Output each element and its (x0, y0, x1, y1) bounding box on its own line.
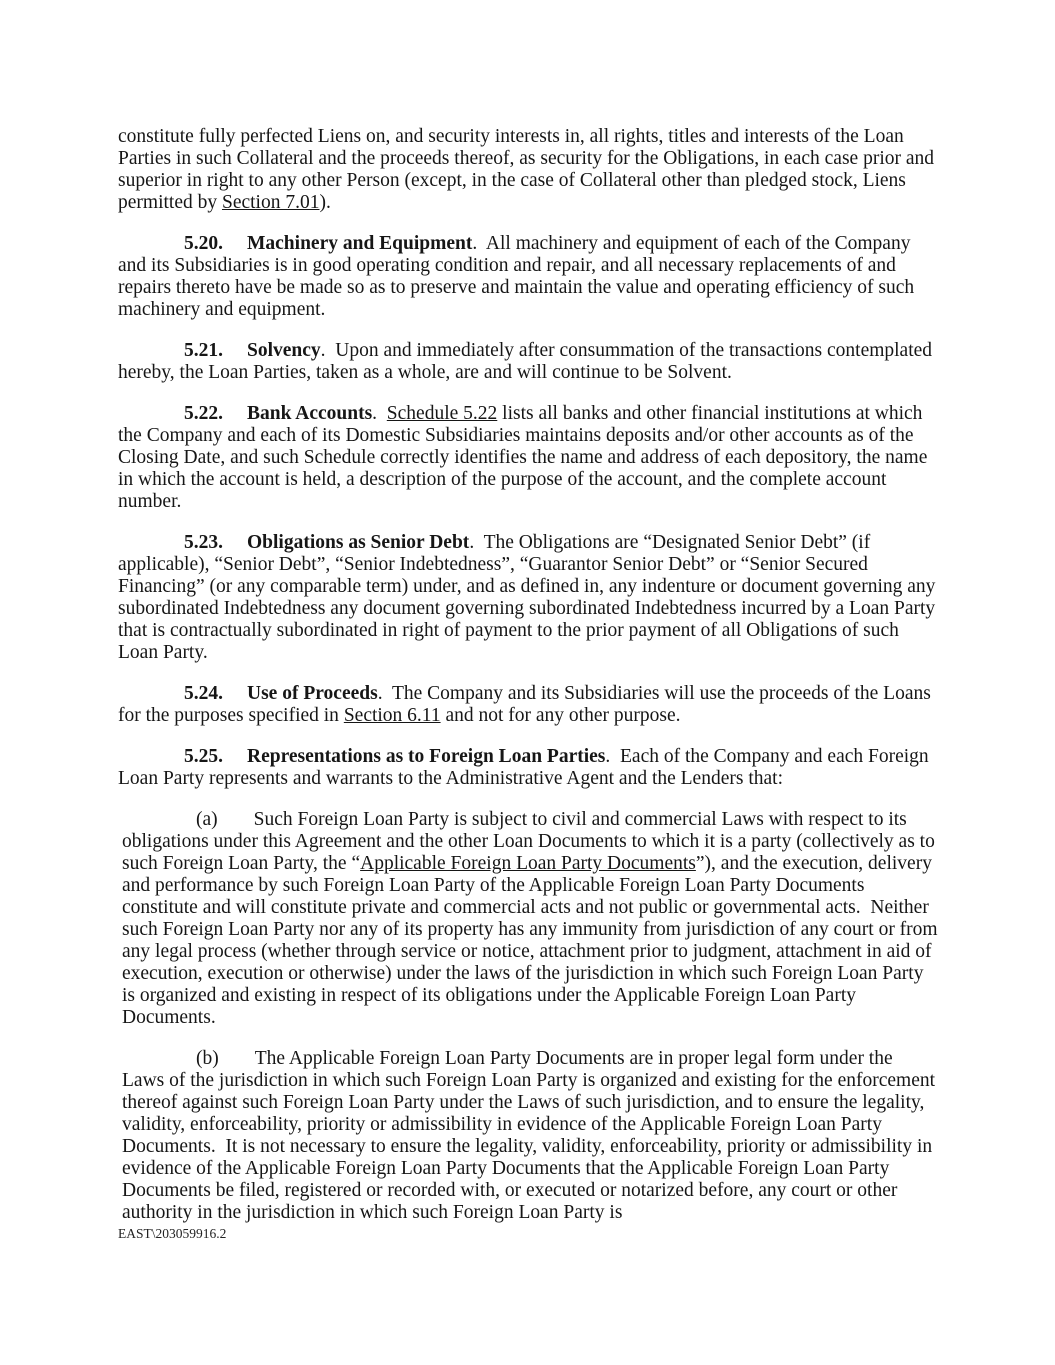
text-run: The Applicable Foreign Loan Party Documents are in proper legal form under the Laws of the jurisdiction in which such Foreign Loan Party is organized and existing for the enforcement thereof against such Foreign Loan Party under the Laws of such jurisdiction, and to ensure the legality, validity, enforceability, priority or admissibility in evidence of the Applicable Foreign Loan Party Documents. It is not necessary to ensure the legality, validity, enforceability, priority or admissibility in evidence of the Applicable Foreign Loan Party Documents that the Applicable Foreign Loan Party Documents be filed, registered or recorded with, or executed or notarized before, any court or other authority in the jurisdiction in which such Foreign Loan Party is (122, 1048, 940, 1223)
text-run: ”), and the execution, delivery and performance by such Foreign Loan Party of the Applicable Foreign Loan Party Documents constitute and will constitute private and commercial acts and not public or governmental acts. Neither such Foreign Loan Party nor any of its property has any immunity from jurisdiction of any court or from any legal process (whether through service or notice, attachment prior to judgment, attachment in aid of execution, execution or otherwise) under the laws of the jurisdiction in which such Foreign Loan Party is organized and existing in respect of its obligations under the Applicable Foreign Loan Party Documents. (122, 853, 943, 1028)
section-number: 5.24. (184, 683, 223, 704)
text-run: . All machinery and equipment of each of the Company and its Subsidiaries is in good operating condition and repair, and all necessary replacements of and repairs thereto have be made so as to preserve and maintain the value and operating efficiency of such machinery and equipment. (118, 233, 919, 320)
section-6-11-reference: Section 6.11 (343, 705, 441, 726)
document-body (118, 126, 943, 1243)
text-run: ). (319, 192, 331, 213)
section-5-20-paragraph (118, 233, 938, 321)
subsection-b-paragraph (122, 1048, 938, 1224)
section-5-21-paragraph (118, 340, 938, 384)
subsection-marker: (b) (196, 1048, 219, 1069)
text-run: . Each of the Company and each Foreign Loan Party represents and warrants to the Administrative Agent and the Lenders that: (118, 746, 934, 789)
section-heading: Representations as to Foreign Loan Parties (247, 746, 606, 767)
section-heading: Machinery and Equipment (247, 233, 473, 254)
continuation-paragraph (118, 126, 938, 214)
section-heading: Bank Accounts (247, 403, 373, 424)
section-heading: Use of Proceeds (247, 683, 378, 704)
text-run: . Upon and immediately after consummation of the transactions contemplated hereby, the Loan Parties, taken as a whole, are and will continue to be Solvent. (118, 340, 937, 383)
text-run: and not for any other purpose. (440, 705, 681, 726)
section-5-24-paragraph (118, 683, 938, 727)
text-run: constitute fully perfected Liens on, and security interests in, all rights, titles and interests of the Loan Parties in such Collateral and the proceeds thereof, as security for the Obligations, in each case prior and superior in right to any other Person (except, in the case of Collateral other than pledged stock, Liens permitted by (118, 126, 939, 213)
schedule-5-22-reference: Schedule 5.22 (386, 403, 498, 424)
section-number: 5.23. (184, 532, 223, 553)
section-5-23-paragraph (118, 532, 941, 664)
section-number: 5.25. (184, 746, 223, 767)
section-number: 5.21. (184, 340, 223, 361)
text-run: . (372, 403, 387, 424)
section-5-22-paragraph (118, 403, 938, 513)
document-footer-reference: EAST\203059916.2 (118, 1226, 227, 1241)
section-number: 5.22. (184, 403, 223, 424)
text-run: . The Obligations are “Designated Senior Debt” (if applicable), “Senior Debt”, “Senior Indebtedness”, “Guarantor Senior Debt” or “Senior Secured Financing” (or any comparable term) under, and as defined in, any indenture or document governing any subordinated Indebtedness any document governing subordinated Indebtedness incurred by a Loan Party that is contractually subordinated in right of payment to the prior payment of all Obligations of such Loan Party. (118, 532, 941, 663)
section-5-25-paragraph (118, 746, 938, 790)
subsection-marker: (a) (196, 809, 218, 830)
section-7-01-reference: Section 7.01 (221, 192, 320, 213)
section-heading: Obligations as Senior Debt (247, 532, 470, 553)
text-run: Such Foreign Loan Party is subject to civil and commercial Laws with respect to its obligations under this Agreement and the other Loan Documents to which it is a party (collectively as to such Foreign Loan Party, the “ (122, 809, 940, 874)
text-run: . The Company and its Subsidiaries will use the proceeds of the Loans for the purposes specified in (118, 683, 936, 726)
section-number: 5.20. (184, 233, 223, 254)
subsection-a-paragraph (122, 809, 943, 1029)
section-heading: Solvency (247, 340, 321, 361)
defined-term: Applicable Foreign Loan Party Documents (360, 853, 696, 874)
text-run: lists all banks and other financial institutions at which the Company and each of its Domestic Subsidiaries maintains deposits and/or other accounts as of the Closing Date, and such Schedule correctly identifies the name and address of each depository, the name in which the account is held, a description of the purpose of the account, and the complete account number. (118, 403, 933, 512)
